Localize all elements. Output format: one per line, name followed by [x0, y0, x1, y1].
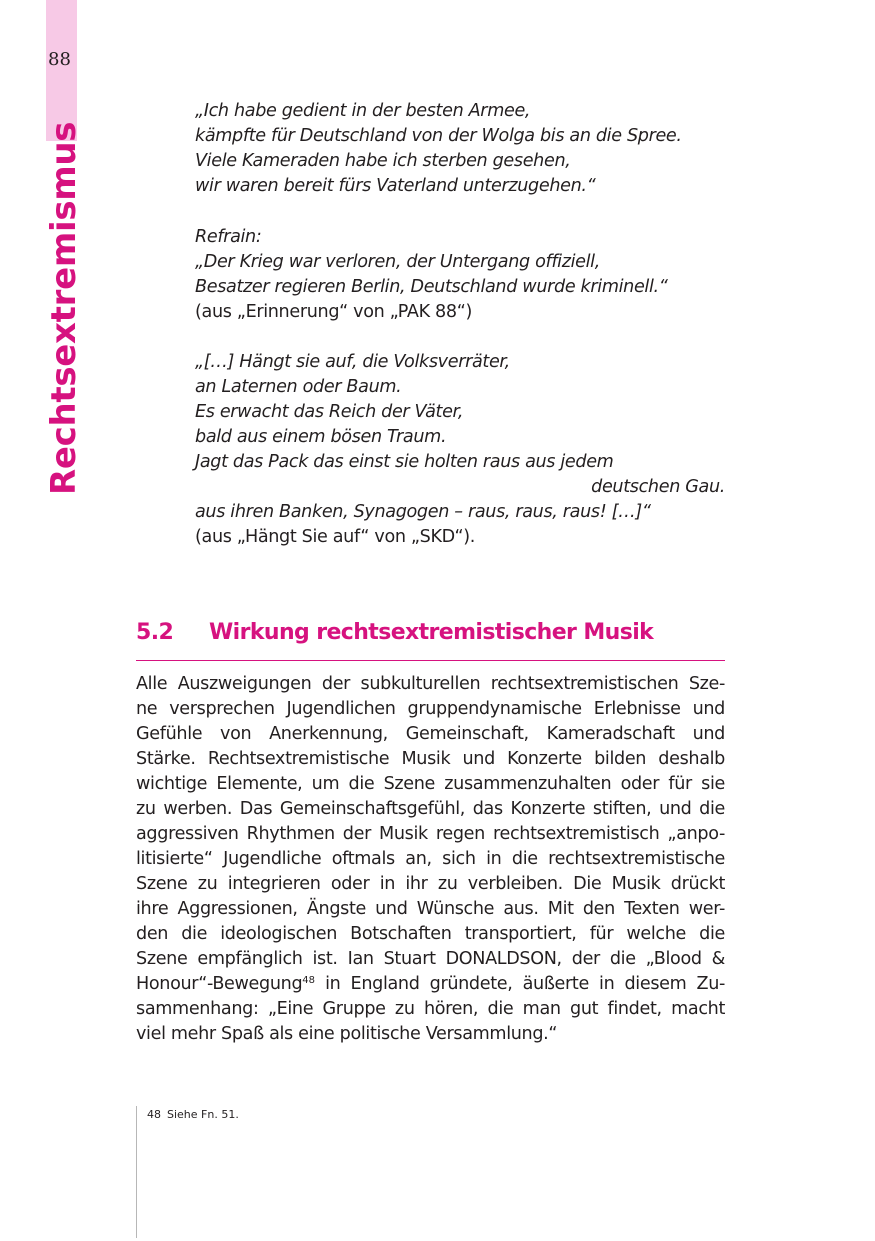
body-line: sammenhang: „Eine Gruppe zu hören, die man gut findet, macht — [136, 999, 725, 1019]
body-line: wichtige Elemente, um die Szene zusammenzuhalten oder für sie — [136, 774, 725, 794]
body-paragraph — [136, 672, 725, 1047]
body-line: Honour“-Bewegung$^{48}$ in England gründete, äußerte in diesem Zu- — [136, 974, 725, 994]
verse-line: (aus „Erinnerung“ von „PAK 88“) — [195, 302, 473, 322]
body-line: zu werben. Das Gemeinschaftsgefühl, das Konzerte stiften, und die — [136, 799, 725, 819]
verse-line: kämpfte für Deutschland von der Wolga bis an die Spree. — [195, 126, 682, 146]
body-line: Szene zu integrieren oder in ihr zu verbleiben. Die Musik drückt — [136, 874, 725, 894]
verse-line: (aus „Hängt Sie auf“ von „SKD“). — [195, 527, 475, 547]
chapter-tab — [46, 0, 77, 141]
verse-line: an Laternen oder Baum. — [195, 377, 402, 397]
body-line: Alle Auszweigungen der subkulturellen rechtsextremistischen Sze- — [136, 674, 725, 694]
verse-line: Jagt das Pack das einst sie holten raus aus jedem — [195, 452, 614, 472]
verse-line: Besatzer regieren Berlin, Deutschland wurde kriminell.“ — [195, 277, 668, 297]
verse-line: Refrain: — [195, 227, 262, 247]
running-title: Rechtsextremismus — [44, 121, 84, 495]
section-title: Wirkung rechtsextremistischer Musik — [209, 620, 654, 645]
verse-line: deutschen Gau. — [591, 477, 725, 497]
body-line: Stärke. Rechtsextremistische Musik und Konzerte bilden deshalb — [136, 749, 725, 769]
verse-block-2 — [195, 225, 725, 325]
section-number: 5.2 — [136, 620, 174, 645]
body-line: den die ideologischen Botschaften transportiert, für welche die — [136, 924, 725, 944]
footnote-rule — [136, 1106, 137, 1238]
body-line: litisierte“ Jugendliche oftmals an, sich in die rechtsextremistische — [136, 849, 725, 869]
footnote — [147, 1108, 239, 1121]
verse-line: „Ich habe gedient in der besten Armee, — [195, 101, 531, 121]
footnote-text: Siehe Fn. 51. — [167, 1108, 239, 1121]
body-line: ihre Aggressionen, Ängste und Wünsche aus. Mit den Texten wer- — [136, 899, 725, 919]
verse-line: Viele Kameraden habe ich sterben gesehen, — [195, 151, 571, 171]
verse-line: aus ihren Banken, Synagogen – raus, raus, raus! […]“ — [195, 502, 651, 522]
section-heading — [136, 618, 725, 661]
body-line: Gefühle von Anerkennung, Gemeinschaft, Kameradschaft und — [136, 724, 725, 744]
verse-line: „[…] Hängt sie auf, die Volksverräter, — [195, 352, 510, 372]
body-line: Szene empfänglich ist. Ian Stuart DONALDSON, der die „Blood & — [136, 949, 725, 969]
verse-block-3 — [195, 350, 725, 550]
verse-block-1 — [195, 99, 725, 199]
body-line: aggressiven Rhythmen der Musik regen rechtsextremistisch „anpo- — [136, 824, 725, 844]
verse-line: wir waren bereit fürs Vaterland unterzugehen.“ — [195, 176, 596, 196]
body-line: ne versprechen Jugendlichen gruppendynamische Erlebnisse und — [136, 699, 725, 719]
verse-line: Es erwacht das Reich der Väter, — [195, 402, 464, 422]
verse-line: bald aus einem bösen Traum. — [195, 427, 447, 447]
page-number: 88 — [48, 49, 71, 70]
verse-line: „Der Krieg war verloren, der Untergang offiziell, — [195, 252, 600, 272]
footnote-ref[interactable]: 48 — [302, 975, 316, 986]
body-line: viel mehr Spaß als eine politische Versammlung.“ — [136, 1024, 558, 1044]
footnote-number: 48 — [147, 1108, 161, 1121]
